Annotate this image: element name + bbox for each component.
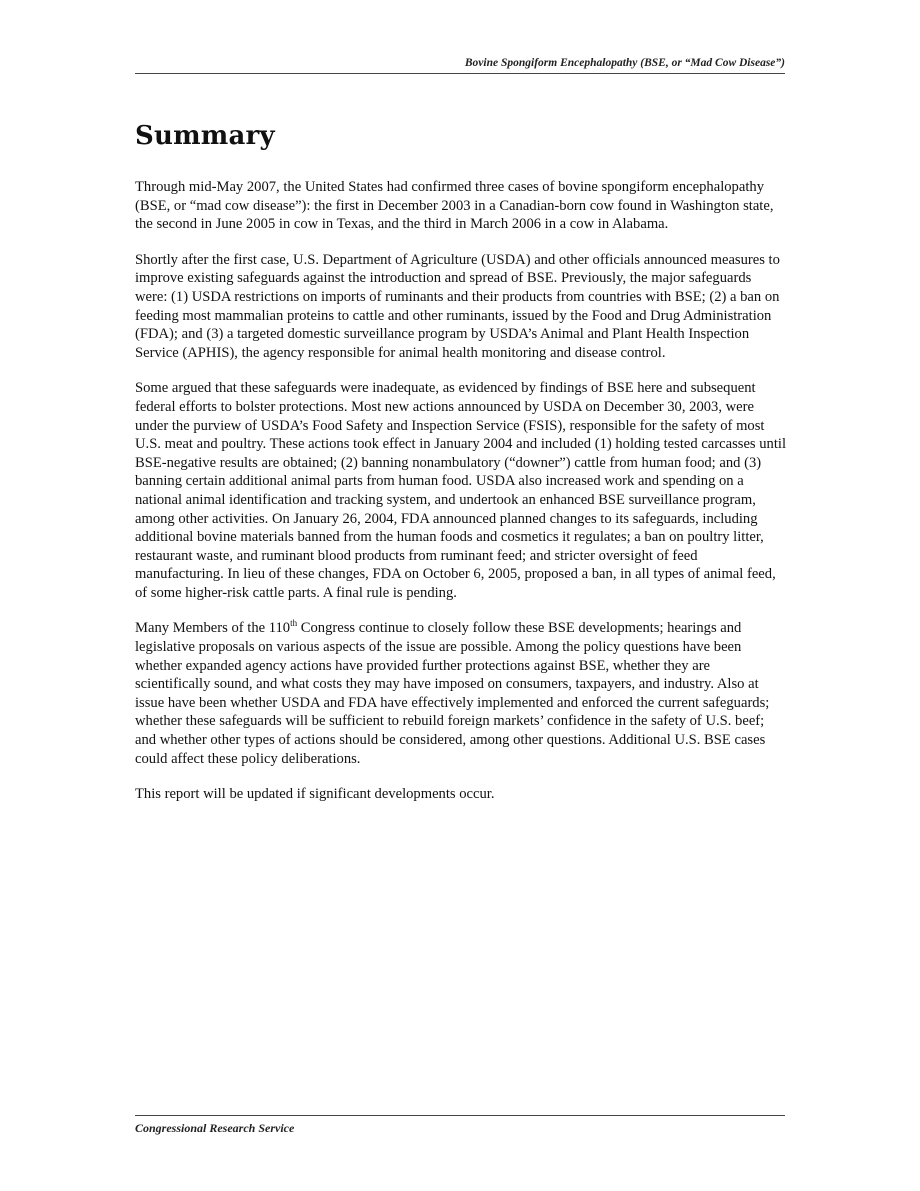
paragraph-update-note: This report will be updated if significant developments occur. — [135, 786, 495, 803]
paragraph-congress — [135, 619, 787, 768]
running-header-title: Bovine Spongiform Encephalopathy (BSE, or “Mad Cow Disease”) — [464, 57, 785, 69]
paragraph-case-history: Through mid-May 2007, the United States had confirmed three cases of bovine spongiform encephalopathy (BSE, or “mad cow disease”): the first in December 2003 in a Canadian-born cow found in Washington state, the second in June 2005 in cow in Texas, and the third in March 2006 in a cow in Alabama. — [135, 179, 774, 233]
running-footer-organization: Congressional Research Service — [135, 1121, 295, 1135]
summary-body — [135, 178, 787, 821]
paragraph-congress-start: Many Members of the 110 — [135, 620, 291, 637]
section-title: Summary — [135, 121, 275, 151]
paragraph-new-actions: Some argued that these safeguards were inadequate, as evidenced by findings of BSE here and subsequent federal efforts to bolster protections. Most new actions announced by USDA on December 30, 2003, were under the purview of USDA’s Food Safety and Inspection Service (FSIS), responsible for the safety of most U.S. meat and poultry. These actions took effect in January 2004 and included (1) holding tested carcasses until BSE-negative results are obtained; (2) banning nonambulatory (“downer”) cattle from human food; and (3) banning certain additional animal parts from human food. USDA also increased work and spending on a national animal identification and tracking system, and undertook an enhanced BSE surveillance program, among other activities. On January 26, 2004, FDA announced planned changes to its safeguards, including additional bovine materials banned from the human foods and cosmetics it regulates; a ban on poultry litter, restaurant waste, and ruminant blood products from ruminant feed; and stricter oversight of feed manufacturing. In lieu of these changes, FDA on October 6, 2005, proposed a ban, in all types of animal feed, of some higher-risk cattle parts. A final rule is pending. — [135, 380, 787, 601]
paragraph-safeguards: Shortly after the first case, U.S. Department of Agriculture (USDA) and other officials announced measures to improve existing safeguards against the introduction and spread of BSE. Previously, the major safeguards were: (1) USDA restrictions on imports of ruminants and their products from countries with BSE; (2) a ban on feeding most mammalian proteins to cattle and other ruminants, issued by the Food and Drug Administration (FDA); and (3) a targeted domestic surveillance program by USDA’s Animal and Plant Health Inspection Service (APHIS), the agency responsible for animal health monitoring and disease control. — [135, 251, 780, 361]
ordinal-superscript: th — [290, 618, 298, 629]
footer-divider — [135, 1115, 785, 1116]
paragraph-congress-rest: Congress continue to closely follow these BSE developments; hearings and legislative proposals on various aspects of the issue are possible. Among the policy questions have been whether expanded agency actions have provided further protections against BSE, whether they are scientifically sound, and what costs they may have imposed on consumers, taxpayers, and industry. Also at issue have been whether USDA and FDA have effectively implemented and enforced the current safeguards; whether these safeguards will be sufficient to rebuild foreign markets’ confidence in the safety of U.S. beef; and whether other types of actions should be considered, among other questions. Additional U.S. BSE cases could affect these policy deliberations. — [135, 620, 770, 767]
header-divider — [135, 73, 785, 74]
